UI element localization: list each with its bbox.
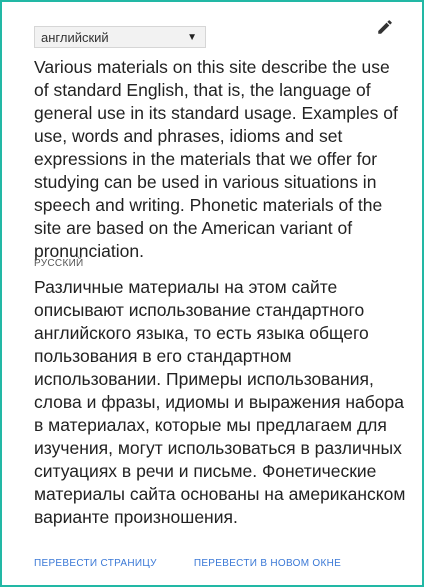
target-language-label: РУССКИЙ — [34, 258, 84, 269]
pencil-icon[interactable] — [376, 18, 394, 36]
translate-page-link[interactable]: ПЕРЕВЕСТИ СТРАНИЦУ — [34, 558, 157, 569]
translated-text: Различные материалы на этом сайте описывают использование стандартного английского языка, то есть языка общего пользования в его стандартном использовании. Примеры использования, слова и фразы, идиомы и выражения набора в материалах, которые мы предлагаем для изучения, могут использоваться в различных ситуациях в речи и письме. Фонетические материалы сайта основаны на американском варианте произношения. — [34, 277, 406, 527]
footer-links — [34, 558, 375, 569]
source-language-value: английский — [41, 29, 109, 45]
source-text: Various materials on this site describe the use of standard English, that is, the language of general use in its standard usage. Examples of use, words and phrases, idioms and set expressions in the materials that we offer for studying can be used in various situations in speech and writing. Phonetic materials of the site are based on the American variant of pronunciation. — [34, 57, 398, 261]
source-language-select[interactable] — [34, 26, 206, 48]
chevron-down-icon: ▼ — [187, 31, 197, 43]
translate-new-window-link[interactable]: ПЕРЕВЕСТИ В НОВОМ ОКНЕ — [193, 558, 342, 569]
